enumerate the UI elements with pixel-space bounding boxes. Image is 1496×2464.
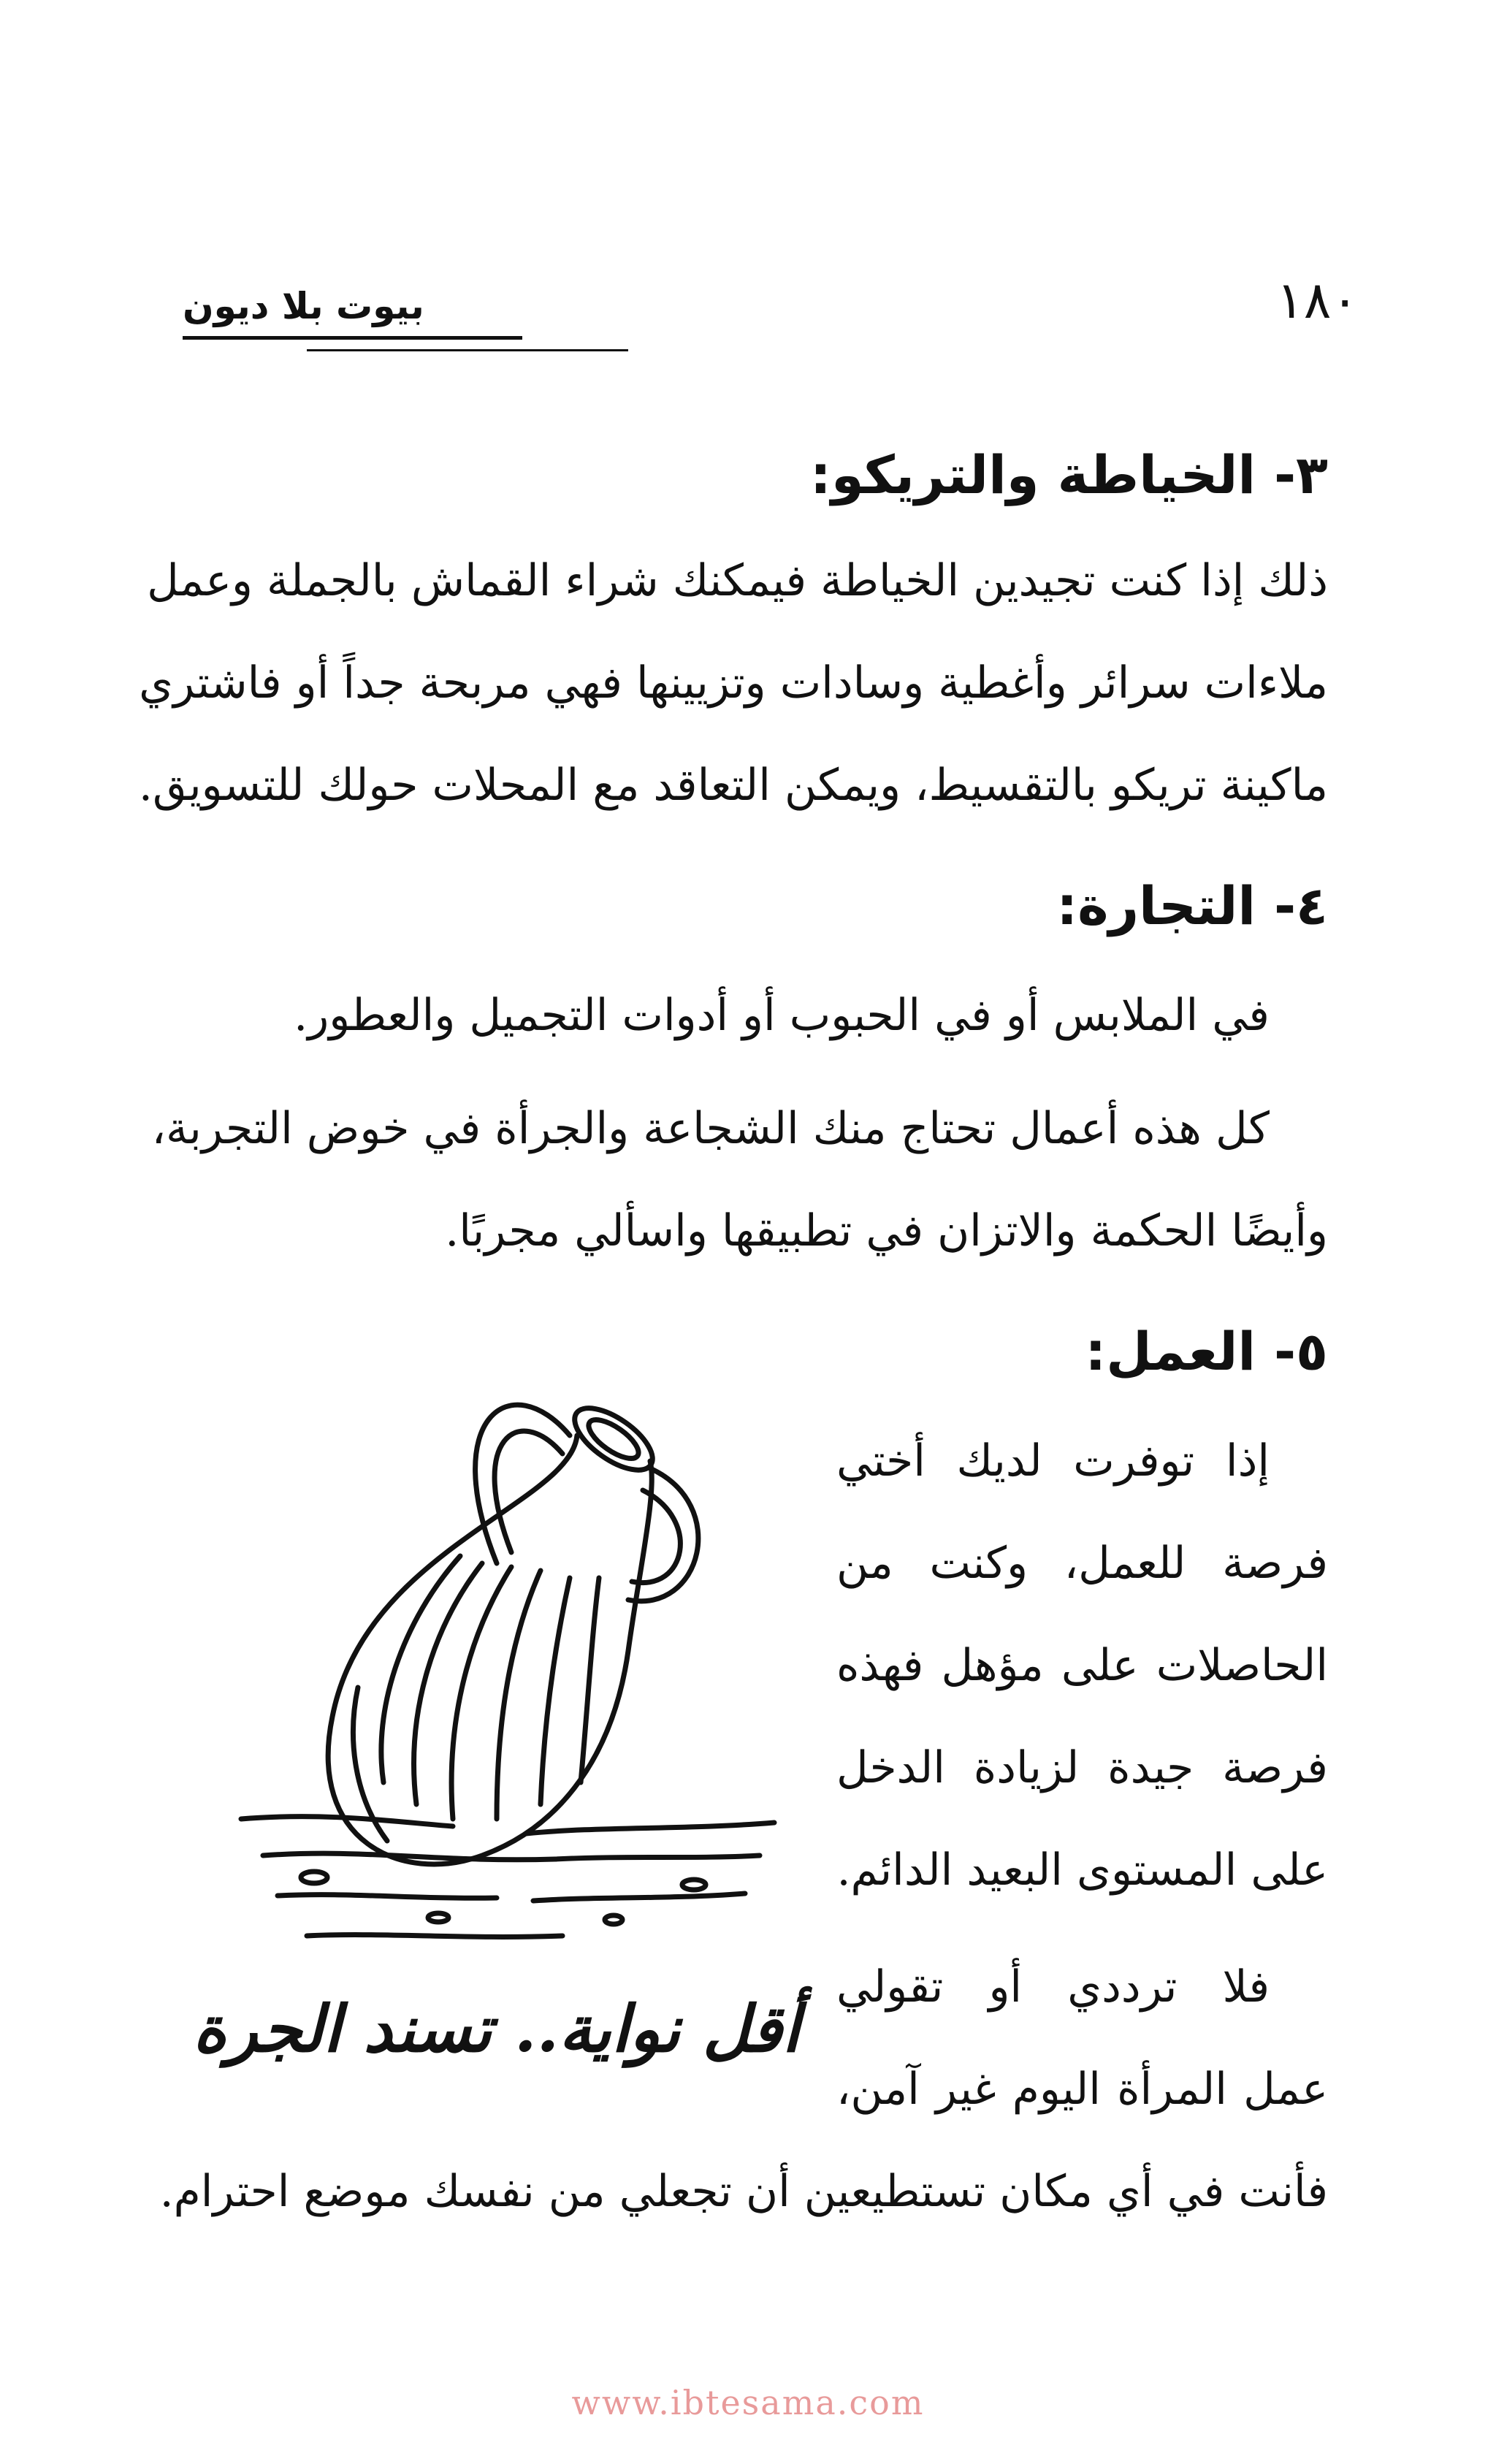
paragraph-line: عمل المرأة اليوم غير آمن،: [836, 2064, 1328, 2115]
paragraph-line: فلا ترددي أو تقولي: [836, 1961, 1270, 2013]
paragraph-line: ذلك إذا كنت تجيدين الخياطة فيمكنك شراء القماش بالجملة وعمل: [147, 555, 1328, 606]
paragraph-line: الحاصلات على مؤهل فهذه: [836, 1640, 1328, 1691]
paragraph-line: على المستوى البعيد الدائم.: [836, 1845, 1328, 1896]
paragraph-line: ملاءات سرائر وأغطية وسادات وتزيينها فهي مربحة جداً أو فاشتري: [139, 657, 1328, 709]
paragraph-line: إذا توفرت لديك أختي: [836, 1435, 1270, 1487]
header-rule-bottom: [307, 349, 628, 351]
paragraph-line: في الملابس أو في الحبوب أو أدوات التجميل والعطور.: [294, 990, 1270, 1041]
header-rule-top: [183, 336, 522, 340]
paragraph-line: ماكينة تريكو بالتقسيط، ويمكن التعاقد مع المحلات حولك للتسويق.: [138, 760, 1328, 811]
jar-illustration: [219, 1373, 804, 1958]
paragraph-line: فرصة جيدة لزيادة الدخل: [836, 1742, 1328, 1793]
page-number: ١٨٠: [1276, 270, 1359, 330]
heading-sewing-knitting: ٣- الخياطة والتريكو:: [810, 444, 1328, 506]
jar-mouth: [565, 1397, 663, 1482]
heading-trade: ٤- التجارة:: [1056, 875, 1328, 937]
jar-body: [328, 1435, 652, 1864]
heading-work: ٥- العمل:: [1085, 1321, 1328, 1382]
paragraph-line: وأيضًا الحكمة والاتزان في تطبيقها واسألي مجربًا.: [445, 1205, 1328, 1256]
watermark: www.ibtesama.com: [571, 2383, 925, 2422]
running-header-title: بيوت بلا ديون: [183, 285, 424, 327]
paragraph-line: كل هذه أعمال تحتاج منك الشجاعة والجرأة في خوض التجربة،: [151, 1103, 1270, 1154]
paragraph-line: فرصة للعمل، وكنت من: [836, 1538, 1328, 1589]
illustration-caption: أقل نواية.. تسند الجرة: [193, 1991, 800, 2067]
paragraph-line: فأنت في أي مكان تستطيعين أن تجعلي من نفسك موضع احترام.: [159, 2166, 1328, 2217]
